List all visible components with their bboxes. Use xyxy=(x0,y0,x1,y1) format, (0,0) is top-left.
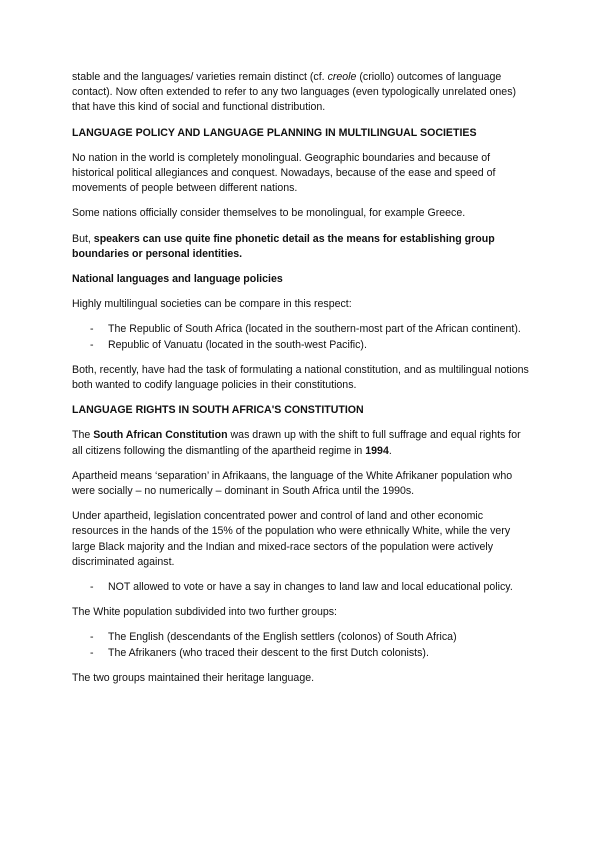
list-restrictions xyxy=(72,580,530,595)
list-item: - The Afrikaners (who traced their descent to the first Dutch colonists). xyxy=(72,646,530,661)
paragraph-national-constitution: Both, recently, have had the task of formulating a national constitution, and as multilingual notions both wanted to codify language policies in their constitutions. xyxy=(72,363,529,392)
bold-statement: speakers can use quite fine phonetic detail as the means for establishing group boundaries or personal identities. xyxy=(72,232,495,260)
bold-term-constitution: South African Constitution xyxy=(93,429,228,442)
paragraph-apartheid-meaning: Apartheid means ‘separation’ in Afrikaans, the language of the White Afrikaner population who were socially – no numerically – dominant in South Africa until the 1990s. xyxy=(72,469,513,498)
section-heading-language-rights: LANGUAGE RIGHTS IN SOUTH AFRICA'S CONSTITUTION xyxy=(72,404,364,417)
section-heading-language-policy: LANGUAGE POLICY AND LANGUAGE PLANNING IN MULTILINGUAL SOCIETIES xyxy=(72,126,477,139)
list-example-countries xyxy=(72,322,530,352)
text-run: was drawn up with the shift to full suffrage and equal rights for all citizens following the dismantling of the apartheid regime in xyxy=(72,429,521,457)
paragraph-south-african-constitution xyxy=(72,428,530,458)
list-white-groups xyxy=(72,630,530,660)
list-item: - NOT allowed to vote or have a say in changes to land law and local educational policy. xyxy=(72,580,530,595)
paragraph-heritage-language: The two groups maintained their heritage language. xyxy=(72,671,315,684)
paragraph-monolingual-example: Some nations officially consider themselves to be monolingual, for example Greece. xyxy=(72,207,466,220)
paragraph-no-monolingual-nation: No nation in the world is completely monolingual. Geographic boundaries and because of historical political allegiances and conquest. Nowadays, because of the ease and speed of movements of people between different nations. xyxy=(72,151,496,195)
text-run: The xyxy=(72,429,94,442)
paragraph-phonetic-detail xyxy=(72,232,530,262)
text-run: (criollo) outcomes of language contact). Now often extended to refer to any two languages (even typologically unrelated ones) that have this kind of social and functional distribution. xyxy=(72,71,517,114)
text-run: stable and the languages/ varieties remain distinct (cf. xyxy=(72,71,328,83)
subheading-national-languages: National languages and language policies xyxy=(72,273,283,286)
paragraph-multilingual-comparison: Highly multilingual societies can be compare in this respect: xyxy=(72,298,352,311)
text-run: But, xyxy=(72,232,94,245)
document-page xyxy=(72,70,530,696)
paragraph-under-apartheid: Under apartheid, legislation concentrated power and control of land and other economic resources in the hands of the 15% of the population who were ethnically White, while the very large Black majority and the Indian and mixed-race sectors of the population were actively discriminated against. xyxy=(72,510,511,568)
list-item: - The Republic of South Africa (located in the southern-most part of the African continent). xyxy=(72,322,530,337)
italic-term-creole: creole xyxy=(327,71,357,83)
paragraph-white-population: The White population subdivided into two further groups: xyxy=(72,606,337,619)
list-item: - Republic of Vanuatu (located in the south-west Pacific). xyxy=(72,338,530,353)
list-item: - The English (descendants of the English settlers (colonos) of South Africa) xyxy=(72,630,530,645)
bold-year: 1994 xyxy=(365,444,389,457)
paragraph-diglossia-continuation xyxy=(72,70,530,116)
text-run: . xyxy=(388,444,392,457)
